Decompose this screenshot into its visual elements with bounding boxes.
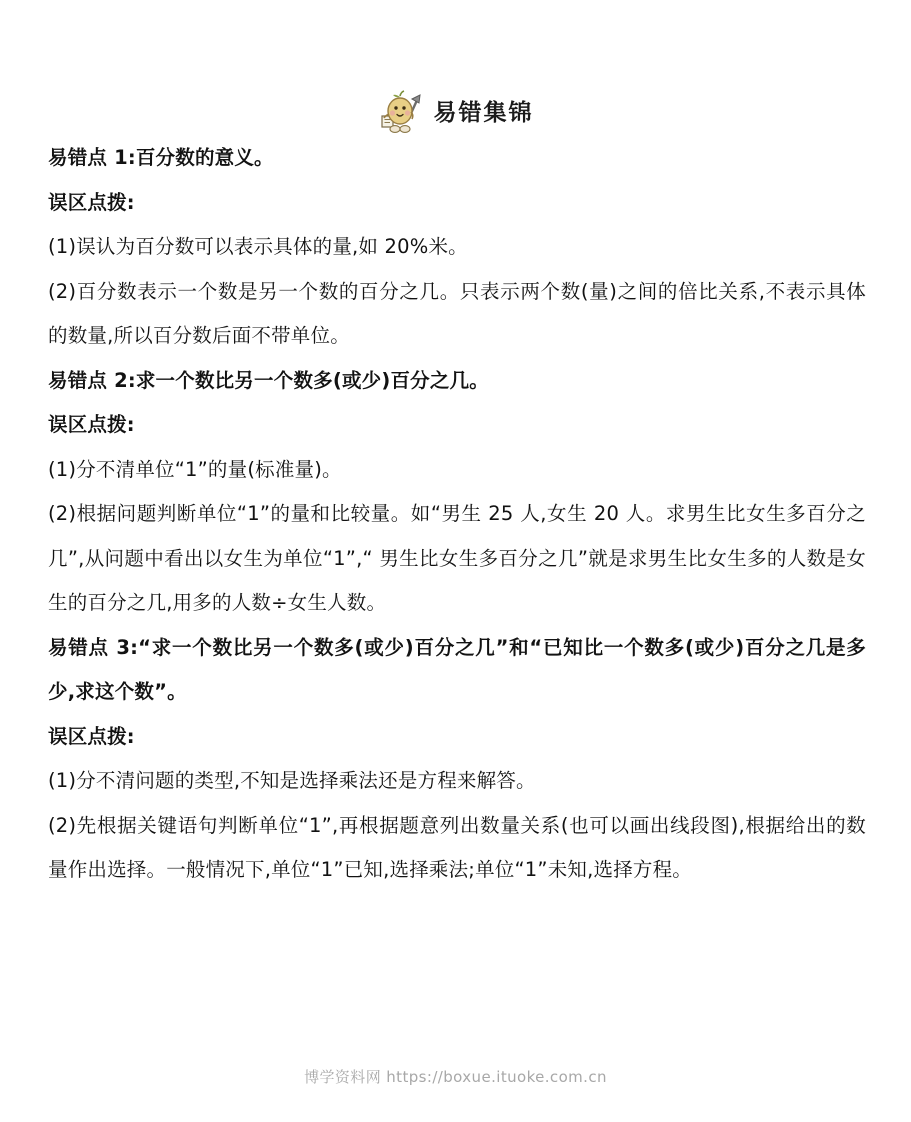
mistake-point-3-heading: 易错点 3:“求一个数比另一个数多(或少)百分之几”和“已知比一个数多(或少)百分之几是多少,求这个数”。: [48, 635, 866, 703]
tips-label-3: 误区点拨:: [48, 724, 135, 748]
point-3-item-2: (2)先根据关键语句判断单位“1”,再根据题意列出数量关系(也可以画出线段图),根据给出的数量作出选择。一般情况下,单位“1”已知,选择乘法;单位“1”未知,选择方程。: [48, 813, 866, 881]
mistake-point-1-heading: 易错点 1:百分数的意义。: [48, 146, 274, 169]
mascot-character-icon: [378, 90, 422, 136]
tips-label-1: 误区点拨:: [48, 190, 135, 214]
point-2-item-1: (1)分不清单位“1”的量(标准量)。: [48, 457, 342, 481]
tips-label-2: 误区点拨:: [48, 413, 135, 436]
site-watermark: 博学资料网 https://boxue.ituoke.com.cn: [304, 1068, 607, 1086]
point-1-item-1: (1)误认为百分数可以表示具体的量,如 20%米。: [48, 235, 468, 258]
point-3-item-1: (1)分不清问题的类型,不知是选择乘法还是方程来解答。: [48, 769, 536, 792]
document-body: [48, 136, 866, 893]
mistake-point-2-heading: 易错点 2:求一个数比另一个数多(或少)百分之几。: [48, 368, 489, 392]
point-2-item-2: (2)根据问题判断单位“1”的量和比较量。如“男生 25 人,女生 20 人。求男生比女生多百分之几”,从问题中看出以女生为单位“1”,“ 男生比女生多百分之几”就是求男生比女生多的人数是女生的百分之几,用多的人数÷女生人数。: [48, 502, 866, 614]
page-title: 易错集锦: [433, 99, 534, 126]
point-1-item-2: (2)百分数表示一个数是另一个数的百分之几。只表示两个数(量)之间的倍比关系,不表示具体的数量,所以百分数后面不带单位。: [48, 279, 866, 347]
document-title-row: [0, 90, 911, 136]
